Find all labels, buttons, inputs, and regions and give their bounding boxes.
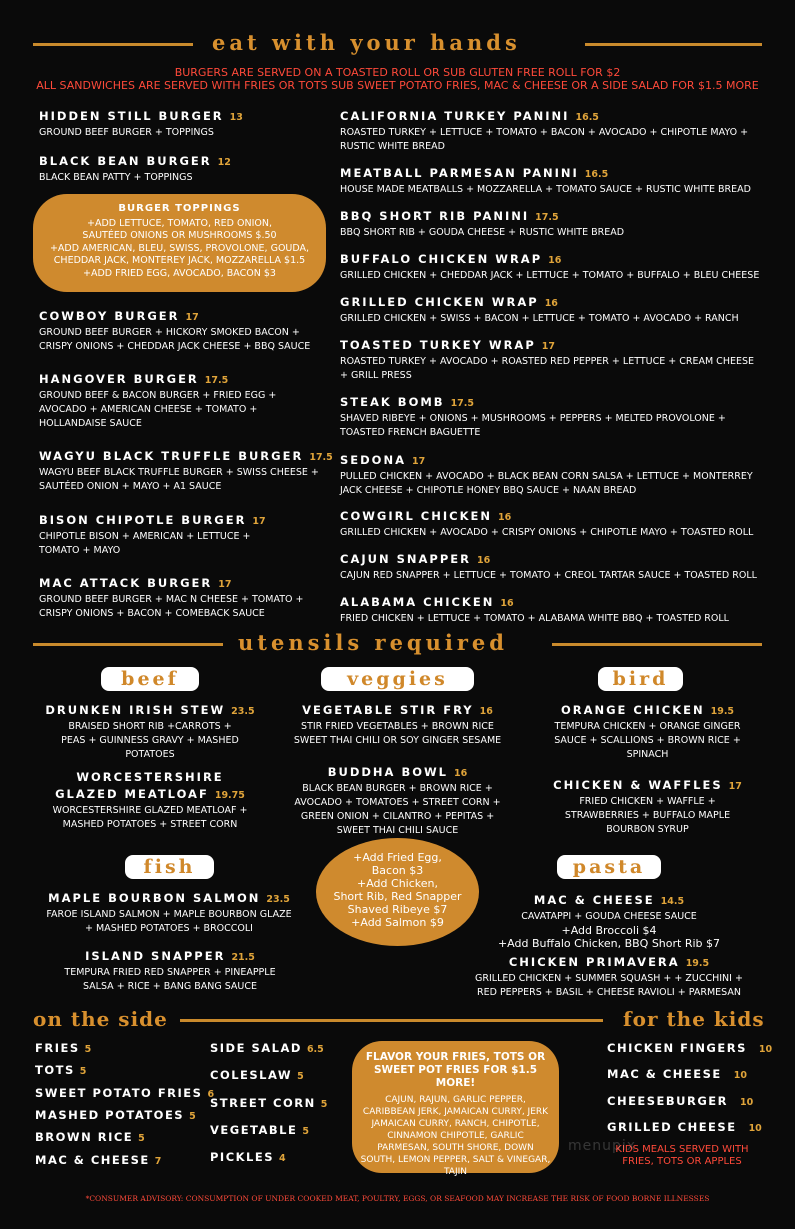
menu-item xyxy=(39,511,279,558)
menu-item xyxy=(45,768,255,832)
toppings-line: SAUTÉED ONIONS OR MUSHROOMS $.50 xyxy=(82,230,277,241)
item-name: WORCESTERSHIRE GLAZED MEATLOAF xyxy=(55,770,224,801)
utensils-rule-right xyxy=(552,643,762,646)
category-fish: fish xyxy=(125,855,214,879)
category-veggies: veggies xyxy=(321,667,474,691)
menu-item xyxy=(285,701,510,748)
menu-item xyxy=(475,953,743,1000)
item-name: DRUNKEN IRISH STEW xyxy=(45,703,226,717)
menu-item xyxy=(540,701,755,762)
item-name: VEGETABLE STIR FRY xyxy=(302,703,474,717)
side-name: BROWN RICE xyxy=(35,1130,134,1144)
side-price: 5 xyxy=(189,1111,196,1122)
toppings-line: +ADD AMERICAN, BLEU, SWISS, PROVOLONE, GOUDA, xyxy=(49,242,310,254)
menu-item xyxy=(340,250,760,283)
menu-item xyxy=(340,336,760,383)
item-price: 17.5 xyxy=(450,398,475,409)
item-name: CALIFORNIA TURKEY PANINI xyxy=(340,109,570,123)
item-desc: FRIED CHICKEN + WAFFLE + STRAWBERRIES + BUFFALO MAPLE BOURBON SYRUP xyxy=(564,796,731,835)
item-price: 23.5 xyxy=(266,894,290,905)
item-desc: BLACK BEAN BURGER + BROWN RICE + AVOCADO + TOMATOES + STREET CORN + GREEN ONION + CILANTRO + PEPITAS + SWEET THAI CHILI SAUCE xyxy=(294,783,501,836)
side-item xyxy=(210,1096,327,1110)
side-item xyxy=(35,1108,196,1122)
item-name: GRILLED CHICKEN WRAP xyxy=(340,295,539,309)
item-name: MEATBALL PARMESAN PANINI xyxy=(340,166,579,180)
kids-item xyxy=(607,1041,772,1055)
side-price: 4 xyxy=(279,1153,286,1164)
item-name: BUDDHA BOWL xyxy=(327,765,449,779)
category-pasta: pasta xyxy=(557,855,661,879)
item-price: 17 xyxy=(412,456,426,467)
item-desc: CAJUN RED SNAPPER + LETTUCE + TOMATO + CREOL TARTAR SAUCE + TOASTED ROLL xyxy=(340,570,757,581)
item-name: CAJUN SNAPPER xyxy=(340,552,471,566)
item-desc: GRILLED CHICKEN + AVOCADO + CRISPY ONIONS + CHIPOTLE MAYO + TOASTED ROLL xyxy=(340,527,754,538)
item-desc: WORCESTERSHIRE GLAZED MEATLOAF + MASHED POTATOES + STREET CORN xyxy=(52,805,248,830)
sides-title: on the side xyxy=(33,1007,168,1031)
toppings-line: +ADD LETTUCE, TOMATO, RED ONION, xyxy=(87,217,272,229)
consumer-advisory: *CONSUMER ADVISORY: CONSUMPTION OF UNDER COOKED MEAT, POULTRY, EGGS, OR SEAFOOD MAY INCREASE THE RISK OF FOOD BORNE ILLNESSES xyxy=(85,1194,710,1203)
item-name: BLACK BEAN BURGER xyxy=(39,154,212,168)
item-price: 21.5 xyxy=(231,952,255,963)
pasta-addon: +Add Broccoli $4 xyxy=(561,924,657,937)
item-price: 16 xyxy=(544,298,558,309)
menu-item xyxy=(39,307,329,354)
side-name: PICKLES xyxy=(210,1150,275,1164)
sides-rule xyxy=(180,1019,603,1022)
side-price: 5 xyxy=(302,1126,309,1137)
item-desc: BLACK BEAN PATTY + TOPPINGS xyxy=(39,172,193,183)
item-desc: CAVATAPPI + GOUDA CHEESE SAUCE xyxy=(521,911,697,922)
side-price: 5 xyxy=(84,1044,92,1055)
side-price: 6 xyxy=(207,1089,215,1100)
item-price: 17 xyxy=(252,516,266,527)
side-price: 7 xyxy=(154,1156,162,1167)
item-name: ALABAMA CHICKEN xyxy=(340,595,495,609)
kids-meal-note: KIDS MEALS SERVED WITH FRIES, TOTS OR APPLES xyxy=(615,1144,749,1167)
item-price: 16 xyxy=(548,255,562,266)
addon-line: Bacon $3 xyxy=(371,864,424,877)
addon-line: Shaved Ribeye $7 xyxy=(347,903,448,916)
item-desc: GROUND BEEF BURGER + MAC N CHEESE + TOMATO + CRISPY ONIONS + BACON + COMEBACK SAUCE xyxy=(39,594,304,619)
item-price: 17.5 xyxy=(535,212,559,223)
item-desc: BBQ SHORT RIB + GOUDA CHEESE + RUSTIC WHITE BREAD xyxy=(340,227,625,238)
item-name: TOASTED TURKEY WRAP xyxy=(340,338,536,352)
page-title: eat with your hands xyxy=(212,30,521,55)
flavor-list: CAJUN, RAJUN, GARLIC PEPPER, CARIBBEAN JERK, JAMAICAN CURRY, JERK JAMAICAN CURRY, RANCH, CHIPOTLE, CINNAMON CHIPOTLE, GARLIC PARMESAN, SOUTH SHORE, DOWN SOUTH, LEMON PEPPER, SALT & VINEGAR, TAJIN xyxy=(360,1095,551,1177)
side-price: 5 xyxy=(79,1066,87,1077)
side-name: COLESLAW xyxy=(210,1068,293,1082)
side-name: TOTS xyxy=(35,1063,75,1077)
notice-sandwich-sides: ALL SANDWICHES ARE SERVED WITH FRIES OR TOTS SUB SWEET POTATO FRIES, MAC & CHEESE OR A SIDE SALAD FOR $1.5 MORE xyxy=(36,79,759,92)
burger-toppings-box xyxy=(33,194,326,292)
utensils-rule-left xyxy=(33,643,223,646)
toppings-line: CHEDDAR JACK, MONTEREY JACK, MOZZARELLA $1.5 xyxy=(53,255,306,266)
item-desc: ROASTED TURKEY + LETTUCE + TOMATO + BACON + AVOCADO + CHIPOTLE MAYO + RUSTIC WHITE BREAD xyxy=(340,127,749,152)
kids-name: GRILLED CHEESE xyxy=(607,1120,737,1134)
side-item xyxy=(210,1041,324,1055)
menu-item xyxy=(45,701,255,762)
item-desc: HOUSE MADE MEATBALLS + MOZZARELLA + TOMATO SAUCE + RUSTIC WHITE BREAD xyxy=(340,184,751,195)
side-name: VEGETABLE xyxy=(210,1123,298,1137)
item-price: 17 xyxy=(185,312,199,323)
kids-item xyxy=(607,1094,753,1108)
item-price: 16 xyxy=(500,598,514,609)
item-desc: GRILLED CHICKEN + SUMMER SQUASH + + ZUCCHINI + RED PEPPERS + BASIL + CHEESE RAVIOLI + PARMESAN xyxy=(475,973,743,998)
item-desc: GRILLED CHICKEN + CHEDDAR JACK + LETTUCE + TOMATO + BUFFALO + BLEU CHEESE xyxy=(340,270,760,281)
pasta-addon: +Add Buffalo Chicken, BBQ Short Rib $7 xyxy=(497,937,721,950)
item-name: SEDONA xyxy=(340,453,406,467)
item-desc: GROUND BEEF BURGER + HICKORY SMOKED BACON + CRISPY ONIONS + CHEDDAR JACK CHEESE + BBQ SAUCE xyxy=(39,327,311,352)
item-price: 16 xyxy=(479,706,493,717)
side-price: 5 xyxy=(320,1099,328,1110)
item-price: 16 xyxy=(476,555,491,566)
category-bird: bird xyxy=(598,667,683,691)
protein-addons-oval xyxy=(316,838,479,946)
item-price: 17.5 xyxy=(204,375,229,386)
item-name: MAC & CHEESE xyxy=(533,893,655,907)
menu-item xyxy=(340,507,760,540)
kids-price: 10 xyxy=(748,1123,762,1134)
utensils-title: utensils required xyxy=(238,630,508,655)
watermark: menupix xyxy=(568,1138,637,1154)
menu-item xyxy=(39,447,333,494)
side-item xyxy=(210,1123,309,1137)
side-item xyxy=(210,1068,304,1082)
kids-price: 10 xyxy=(740,1097,754,1108)
item-name: ORANGE CHICKEN xyxy=(560,703,705,717)
item-price: 19.5 xyxy=(685,958,710,969)
item-name: HIDDEN STILL BURGER xyxy=(39,109,224,123)
item-price: 19.75 xyxy=(214,790,245,801)
item-price: 12 xyxy=(217,157,231,168)
menu-item xyxy=(340,107,760,154)
side-item xyxy=(210,1150,286,1164)
side-name: SIDE SALAD xyxy=(210,1041,302,1055)
item-name: ISLAND SNAPPER xyxy=(85,949,226,963)
item-name: HANGOVER BURGER xyxy=(39,372,199,386)
side-name: STREET CORN xyxy=(210,1096,316,1110)
side-item xyxy=(35,1086,214,1100)
item-price: 16.5 xyxy=(584,169,609,180)
item-name: MAC ATTACK BURGER xyxy=(39,576,213,590)
addon-line: Short Rib, Red Snapper xyxy=(333,890,462,903)
item-name: BBQ SHORT RIB PANINI xyxy=(340,209,530,223)
kids-name: CHICKEN FINGERS xyxy=(607,1041,747,1055)
item-desc: BRAISED SHORT RIB +CARROTS + PEAS + GUINNESS GRAVY + MASHED POTATOES xyxy=(61,721,239,760)
notice-rolls: BURGERS ARE SERVED ON A TOASTED ROLL OR SUB GLUTEN FREE ROLL FOR $2 xyxy=(174,66,621,79)
addon-line: +Add Salmon $9 xyxy=(351,916,444,929)
item-name: WAGYU BLACK TRUFFLE BURGER xyxy=(39,449,304,463)
menu-item xyxy=(35,889,303,936)
menu-item xyxy=(290,763,505,838)
item-desc: TEMPURA FRIED RED SNAPPER + PINEAPPLE SALSA + RICE + BANG BANG SAUCE xyxy=(64,967,276,992)
side-name: SWEET POTATO FRIES xyxy=(35,1086,203,1100)
item-name: MAPLE BOURBON SALMON xyxy=(48,891,261,905)
menu-item xyxy=(340,393,760,440)
item-desc: FRIED CHICKEN + LETTUCE + TOMATO + ALABAMA WHITE BBQ + TOASTED ROLL xyxy=(340,613,729,624)
side-item xyxy=(35,1041,91,1055)
menu-item xyxy=(545,776,750,837)
menu-item xyxy=(50,947,290,994)
menu-item xyxy=(340,293,760,326)
item-desc: TEMPURA CHICKEN + ORANGE GINGER SAUCE + SCALLIONS + BROWN RICE + SPINACH xyxy=(554,721,741,760)
item-price: 19.5 xyxy=(710,706,735,717)
kids-price: 10 xyxy=(733,1070,747,1081)
kids-title: for the kids xyxy=(623,1007,765,1031)
addon-line: +Add Chicken, xyxy=(357,877,438,890)
kids-item xyxy=(607,1120,762,1134)
side-item xyxy=(35,1153,161,1167)
kids-item xyxy=(607,1067,747,1081)
toppings-line: +ADD FRIED EGG, AVOCADO, BACON $3 xyxy=(83,267,276,279)
item-desc: STIR FRIED VEGETABLES + BROWN RICE SWEET THAI CHILI OR SOY GINGER SESAME xyxy=(293,721,502,746)
item-name: BISON CHIPOTLE BURGER xyxy=(39,513,247,527)
item-price: 16.5 xyxy=(575,112,599,123)
menu-item xyxy=(39,107,329,140)
menu-item xyxy=(39,574,329,621)
item-desc: PULLED CHICKEN + AVOCADO + BLACK BEAN CORN SALSA + LETTUCE + MONTERREY JACK CHEESE + CHIPOTLE HONEY BBQ SAUCE + NAAN BREAD xyxy=(340,471,753,496)
item-price: 16 xyxy=(454,768,468,779)
menu-item xyxy=(340,451,760,498)
item-name: BUFFALO CHICKEN WRAP xyxy=(340,252,543,266)
header-rule-left xyxy=(33,43,193,46)
item-price: 17.5 xyxy=(309,452,333,463)
item-price: 14.5 xyxy=(660,896,685,907)
menu-item xyxy=(39,152,329,185)
item-desc: GRILLED CHICKEN + SWISS + BACON + LETTUCE + TOMATO + AVOCADO + RANCH xyxy=(340,313,739,324)
category-beef: beef xyxy=(101,667,199,691)
menu-item xyxy=(340,207,760,240)
item-name: CHICKEN & WAFFLES xyxy=(553,778,723,792)
item-name: CHICKEN PRIMAVERA xyxy=(508,955,680,969)
item-desc: CHIPOTLE BISON + AMERICAN + LETTUCE + TOMATO + MAYO xyxy=(39,531,251,556)
item-desc: GROUND BEEF BURGER + TOPPINGS xyxy=(39,127,214,138)
side-item xyxy=(35,1130,145,1144)
item-price: 16 xyxy=(497,512,512,523)
kids-name: MAC & CHEESE xyxy=(607,1067,722,1081)
side-price: 5 xyxy=(297,1071,304,1082)
item-name: STEAK BOMB xyxy=(340,395,445,409)
menu-item xyxy=(490,891,728,950)
side-name: MASHED POTATOES xyxy=(35,1108,185,1122)
menu-item xyxy=(340,164,760,197)
item-price: 23.5 xyxy=(231,706,255,717)
toppings-title: BURGER TOPPINGS xyxy=(118,203,241,214)
item-desc: ROASTED TURKEY + AVOCADO + ROASTED RED PEPPER + LETTUCE + CREAM CHEESE + GRILL PRESS xyxy=(340,356,754,381)
kids-price: 10 xyxy=(758,1044,773,1055)
side-price: 6.5 xyxy=(306,1044,324,1055)
item-name: COWBOY BURGER xyxy=(39,309,180,323)
item-price: 13 xyxy=(229,112,243,123)
menu-item xyxy=(39,370,299,431)
side-price: 5 xyxy=(138,1133,145,1144)
item-desc: SHAVED RIBEYE + ONIONS + MUSHROOMS + PEPPERS + MELTED PROVOLONE + TOASTED FRENCH BAGUETTE xyxy=(340,413,726,438)
flavor-title: FLAVOR YOUR FRIES, TOTS OR SWEET POT FRIES FOR $1.5 MORE! xyxy=(365,1051,546,1089)
item-desc: WAGYU BEEF BLACK TRUFFLE BURGER + SWISS CHEESE + SAUTÉED ONION + MAYO + A1 SAUCE xyxy=(39,467,319,492)
menu-item xyxy=(340,550,760,583)
item-price: 17 xyxy=(541,341,555,352)
item-desc: GROUND BEEF & BACON BURGER + FRIED EGG + AVOCADO + AMERICAN CHEESE + TOMATO + HOLLANDAISE SAUCE xyxy=(39,390,277,429)
header-rule-right xyxy=(585,43,762,46)
item-desc: FAROE ISLAND SALMON + MAPLE BOURBON GLAZE + MASHED POTATOES + BROCCOLI xyxy=(46,909,292,934)
side-name: FRIES xyxy=(35,1041,80,1055)
item-name: COWGIRL CHICKEN xyxy=(340,509,492,523)
side-name: MAC & CHEESE xyxy=(35,1153,150,1167)
item-price: 17 xyxy=(218,579,232,590)
addon-line: +Add Fried Egg, xyxy=(353,851,442,864)
side-item xyxy=(35,1063,86,1077)
menu-item xyxy=(340,593,760,626)
flavor-fries-box xyxy=(352,1041,559,1177)
item-price: 17 xyxy=(728,781,742,792)
kids-name: CHEESEBURGER xyxy=(607,1094,729,1108)
